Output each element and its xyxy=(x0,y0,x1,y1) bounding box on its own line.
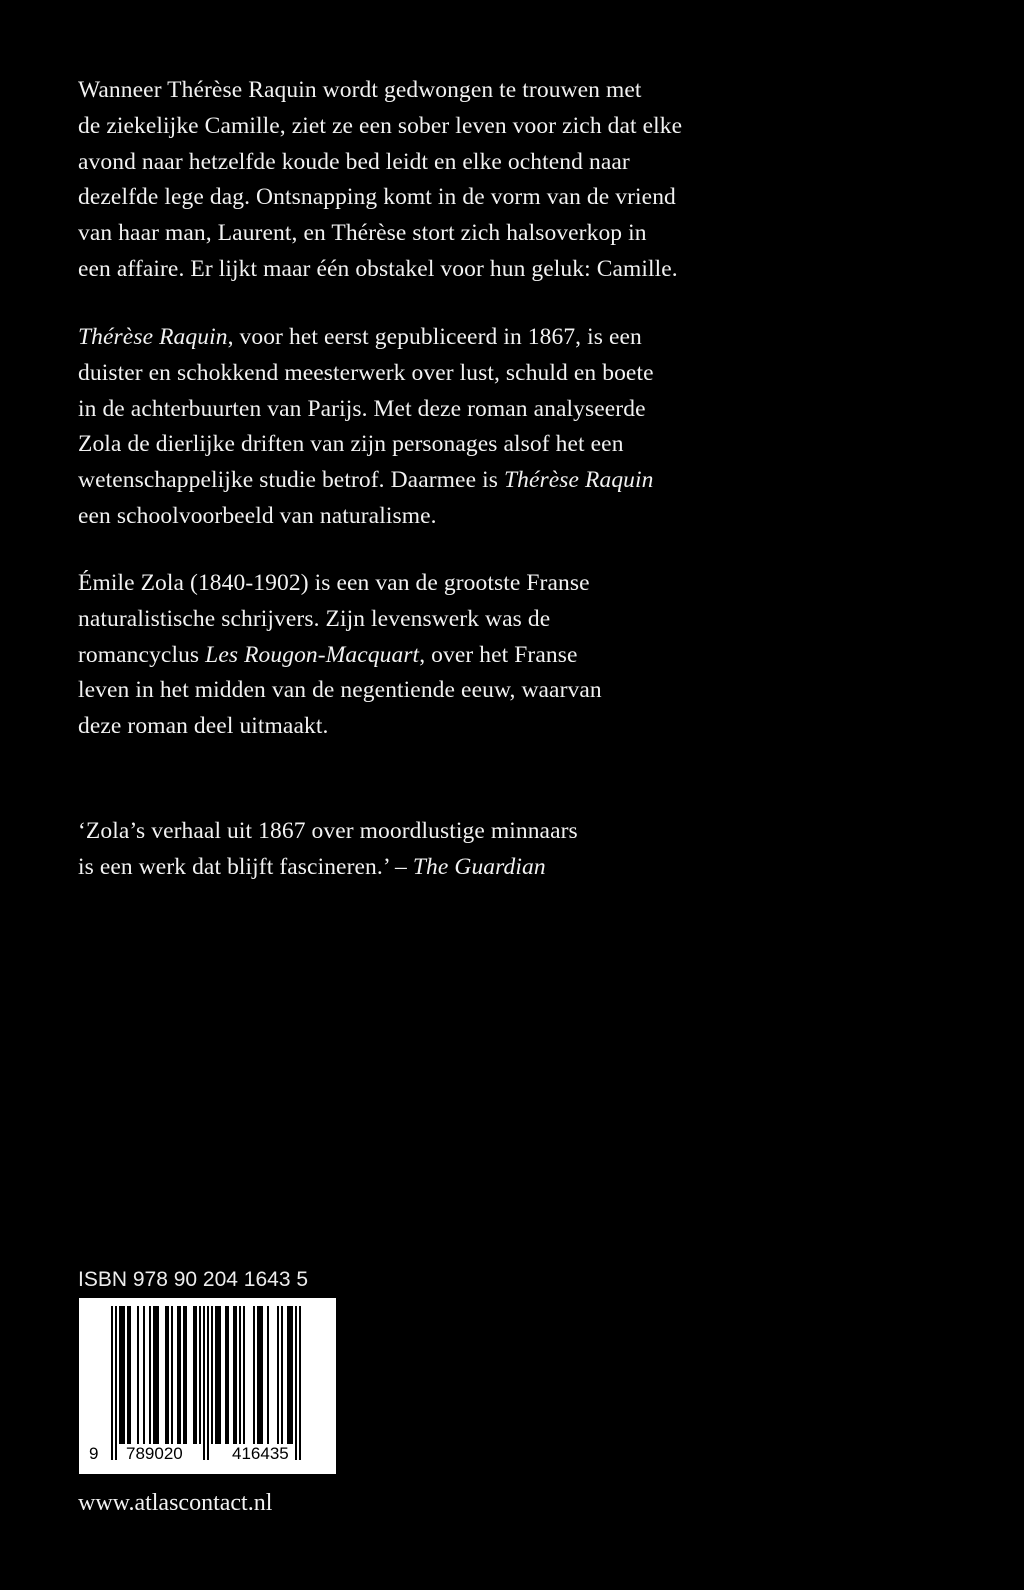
synopsis-line: een affaire. Er lijkt maar één obstakel voor hun geluk: Camille. xyxy=(78,255,678,282)
barcode-bar xyxy=(143,1306,145,1444)
author-bio-line xyxy=(78,638,818,674)
description-line xyxy=(78,320,818,356)
barcode-bar xyxy=(239,1306,241,1444)
barcode-bar xyxy=(243,1306,245,1444)
quote-text: is een werk dat blijft fascineren.’ – xyxy=(78,853,413,880)
barcode-bar xyxy=(199,1306,201,1444)
series-title-italic: Les Rougon-Macquart xyxy=(205,641,420,668)
barcode-bar xyxy=(277,1306,279,1444)
barcode-guard-bar xyxy=(295,1306,297,1460)
barcode-guard-bar xyxy=(203,1306,205,1460)
barcode-bar xyxy=(217,1306,219,1444)
barcode-bar xyxy=(215,1306,217,1444)
synopsis-line: de ziekelijke Camille, ziet ze een sober leven voor zich dat elke xyxy=(78,112,683,139)
barcode-bar xyxy=(153,1306,155,1444)
barcode-bar xyxy=(267,1306,269,1444)
description-line xyxy=(78,463,818,499)
barcode-bar xyxy=(137,1306,139,1444)
barcode-bar xyxy=(167,1306,169,1444)
barcode-bar xyxy=(225,1306,227,1444)
barcode-bar xyxy=(193,1306,195,1444)
barcode-bar xyxy=(253,1306,255,1444)
description-text: wetenschappelijke studie betrof. Daarmee is xyxy=(78,467,504,494)
barcode-bar xyxy=(129,1306,131,1444)
barcode-bar xyxy=(183,1306,185,1444)
synopsis-line: van haar man, Laurent, en Thérèse stort zich halsoverkop in xyxy=(78,220,647,247)
synopsis-line: avond naar hetzelfde koude bed leidt en elke ochtend naar xyxy=(78,148,630,175)
author-bio-line: naturalistische schrijvers. Zijn levenswerk was de xyxy=(78,605,551,632)
description-line: een schoolvoorbeeld van naturalisme. xyxy=(78,502,437,529)
barcode-guard-bar xyxy=(207,1306,209,1460)
description-text: , voor het eerst gepubliceerd in 1867, is een xyxy=(227,324,642,350)
synopsis-paragraph xyxy=(78,73,818,288)
barcode-guard-bar xyxy=(115,1306,117,1460)
press-quote xyxy=(78,814,818,886)
barcode-bar xyxy=(259,1306,261,1444)
barcode-bar xyxy=(155,1306,157,1444)
barcode-bar xyxy=(235,1306,237,1444)
author-bio-line: deze roman deel uitmaakt. xyxy=(78,713,329,740)
barcode-bar xyxy=(227,1306,229,1444)
barcode-bars xyxy=(79,1298,336,1474)
barcode-bar xyxy=(123,1306,125,1444)
barcode-bar xyxy=(127,1306,129,1444)
barcode-bar xyxy=(261,1306,263,1444)
description-line: duister en schokkend meesterwerk over lust, schuld en boete xyxy=(78,359,654,386)
isbn-barcode xyxy=(79,1298,336,1474)
barcode-bar xyxy=(233,1306,235,1444)
barcode-bar xyxy=(289,1306,291,1444)
barcode-bar xyxy=(121,1306,123,1444)
barcode-digits-left: 789020 xyxy=(123,1444,186,1464)
author-bio-paragraph xyxy=(78,566,818,745)
barcode-bar xyxy=(211,1306,213,1444)
barcode-digits-right: 416435 xyxy=(229,1444,292,1464)
description-line: Zola de dierlijke driften van zijn personages alsof het een xyxy=(78,431,624,458)
barcode-guard-bar xyxy=(111,1306,113,1460)
quote-line: ‘Zola’s verhaal uit 1867 over moordlustige minnaars xyxy=(78,818,578,844)
author-bio-text: romancyclus xyxy=(78,641,206,668)
description-line: in de achterbuurten van Parijs. Met deze roman analyseerde xyxy=(78,395,646,422)
book-title-italic: Thérèse Raquin xyxy=(78,324,228,350)
isbn-label: ISBN 978 90 204 1643 5 xyxy=(78,1268,309,1291)
author-bio-line: leven in het midden van de negentiende eeuw, waarvan xyxy=(78,677,602,704)
barcode-bar xyxy=(287,1306,289,1444)
barcode-bar xyxy=(185,1306,187,1444)
barcode-guard-bar xyxy=(299,1306,301,1460)
barcode-digit-first: 9 xyxy=(89,1444,99,1463)
barcode-bar xyxy=(291,1306,293,1444)
barcode-bar xyxy=(119,1306,121,1444)
quote-line xyxy=(78,850,818,886)
synopsis-line: dezelfde lege dag. Ontsnapping komt in de vorm van de vriend xyxy=(78,184,676,211)
barcode-bar xyxy=(219,1306,221,1444)
barcode-bar xyxy=(157,1306,159,1444)
barcode-bar xyxy=(165,1306,167,1444)
barcode-bar xyxy=(179,1306,181,1444)
description-paragraph xyxy=(78,320,818,535)
book-title-italic: Thérèse Raquin xyxy=(503,467,654,494)
synopsis-line: Wanneer Thérèse Raquin wordt gedwongen te trouwen met xyxy=(78,77,642,103)
quote-source: The Guardian xyxy=(412,853,546,880)
publisher-website: www.atlascontact.nl xyxy=(78,1490,273,1516)
barcode-bar xyxy=(171,1306,173,1444)
barcode-bar xyxy=(149,1306,151,1444)
barcode-bar xyxy=(195,1306,197,1444)
author-bio-text: , over het Franse xyxy=(419,641,578,668)
barcode-bar xyxy=(177,1306,179,1444)
barcode-bar xyxy=(281,1306,283,1444)
barcode-bar xyxy=(257,1306,259,1444)
author-bio-line: Émile Zola (1840-1902) is een van de grootste Franse xyxy=(78,570,590,596)
